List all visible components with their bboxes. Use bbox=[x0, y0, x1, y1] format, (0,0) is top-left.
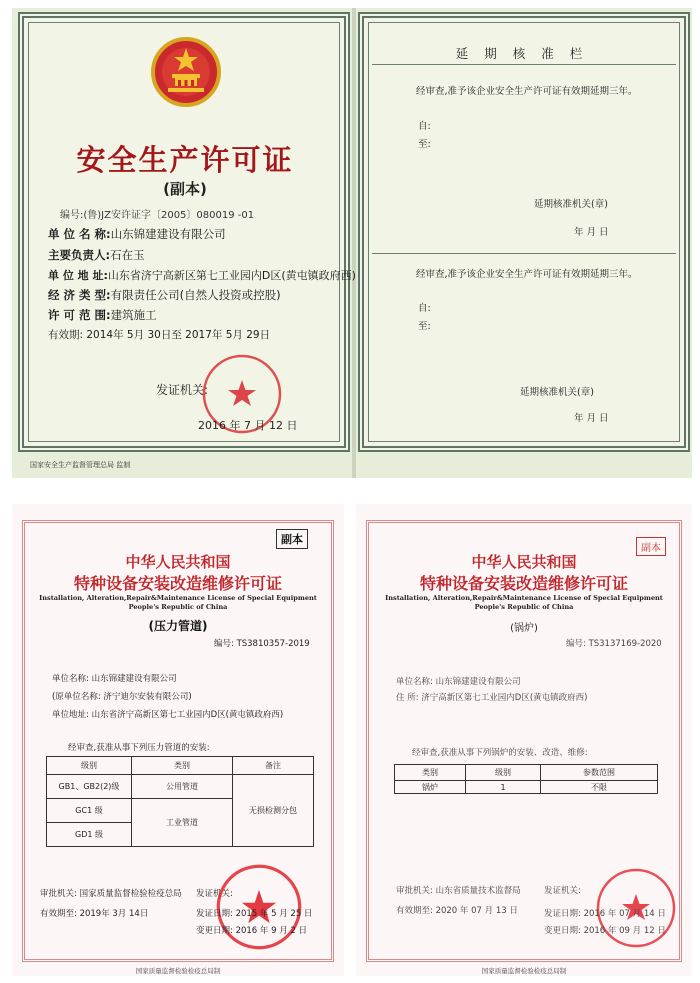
boiler-validity: 有效期至: 2020 年 07 月 13 日 bbox=[396, 906, 518, 916]
extension-text-1: 经审查,准予该企业安全生产许可证有效期延期三年。 bbox=[416, 86, 638, 97]
pipeline-title-main: 特种设备安装改造维修许可证 bbox=[73, 574, 282, 593]
boiler-copy-badge: 副本 bbox=[636, 537, 666, 556]
field-address: 单 位 地 址:山东省济宁高新区第七工业园内D区(黄屯镇政府西) bbox=[48, 269, 356, 282]
pipeline-title-en-2: People's Republic of China bbox=[128, 603, 228, 611]
extension-text-2: 经审查,准予该企业安全生产许可证有效期延期三年。 bbox=[416, 269, 638, 280]
pipeline-address: 单位地址: 山东省济宁高新区第七工业园内D区(黄屯镇政府西) bbox=[52, 710, 284, 720]
boiler-scope-table bbox=[394, 764, 658, 794]
extension-authority-2: 延期核准机关(章) bbox=[520, 387, 594, 398]
boiler-statement: 经审查,获准从事下列锅炉的安装、改造、维修: bbox=[412, 748, 588, 758]
table-header-level: 级别 bbox=[47, 757, 132, 775]
pipeline-title-country: 中华人民共和国 bbox=[125, 553, 231, 571]
pipeline-scope-table bbox=[46, 756, 314, 847]
pipeline-issue-date: 发证日期: 2015 年 5 月 25 日 bbox=[196, 909, 313, 919]
pipeline-copy-badge: 副本 bbox=[276, 529, 308, 549]
license-subtitle: (副本) bbox=[163, 180, 207, 198]
pipeline-footer: 国家质量监督检验检疫总局制 bbox=[135, 967, 221, 975]
pipeline-unit-name: 单位名称: 山东锦建建设有限公司 bbox=[52, 674, 177, 684]
table-header-type: 类别 bbox=[395, 765, 466, 781]
extension-divider bbox=[372, 253, 676, 254]
extension-date-2: 年 月 日 bbox=[574, 413, 609, 424]
field-validity: 有效期: 2014年 5月 30日至 2017年 5月 29日 bbox=[48, 329, 271, 341]
boiler-title-country: 中华人民共和国 bbox=[471, 553, 577, 571]
table-row: GD1 级 bbox=[47, 823, 314, 847]
boiler-category: (锅炉) bbox=[510, 623, 538, 634]
extension-date-1: 年 月 日 bbox=[574, 227, 609, 238]
table-remark-cell: 无损检测分包 bbox=[233, 775, 314, 847]
extension-title-divider bbox=[372, 64, 676, 65]
extension-to-1: 至: bbox=[418, 139, 431, 150]
pipeline-approver: 审批机关: 国家质量监督检验检疫总局 bbox=[40, 889, 182, 899]
license-footer: 国家安全生产监督管理总局 监制 bbox=[30, 461, 131, 469]
boiler-title-main: 特种设备安装改造维修许可证 bbox=[419, 574, 628, 593]
pipeline-title-en-1: Installation, Alteration,Repair&Maintenance License of Special Equipment bbox=[39, 594, 317, 602]
boiler-address: 住 所: 济宁高新区第七工业园内D区(黄屯镇政府西) bbox=[396, 693, 588, 703]
pipeline-validity: 有效期至: 2019年 3月 14日 bbox=[40, 909, 149, 919]
boiler-approver: 审批机关: 山东省质量技术监督局 bbox=[396, 886, 521, 896]
extension-from-2: 自: bbox=[418, 303, 431, 314]
table-header-range: 参数范围 bbox=[541, 765, 658, 781]
table-row: GC1 级 工业管道 bbox=[47, 799, 314, 823]
field-scope: 许 可 范 围:建筑施工 bbox=[48, 308, 157, 322]
license-cert-number: 编号:(鲁)JZ安许证字〔2005〕080019 -01 bbox=[60, 210, 255, 221]
license-title: 安全生产许可证 bbox=[76, 143, 294, 177]
pipeline-statement: 经审查,获准从事下列压力管道的安装: bbox=[68, 743, 210, 753]
boiler-cert-number: 编号: TS3137169-2020 bbox=[566, 639, 662, 649]
pipeline-issuer-label: 发证机关: bbox=[196, 889, 233, 899]
boiler-title-en-1: Installation, Alteration,Repair&Maintenance License of Special Equipment bbox=[385, 594, 663, 602]
field-unit-name: 单 位 名 称:山东锦建建设有限公司 bbox=[48, 227, 226, 241]
pipeline-cert-number: 编号: TS3810357-2019 bbox=[214, 639, 310, 649]
table-header-remark: 备注 bbox=[233, 757, 314, 775]
boiler-issuer-label: 发证机关: bbox=[544, 886, 581, 896]
boiler-unit-name: 单位名称: 山东锦建建设有限公司 bbox=[396, 677, 521, 687]
extension-from-1: 自: bbox=[418, 121, 431, 132]
boiler-change-date: 变更日期: 2016 年 09 月 12 日 bbox=[544, 926, 666, 936]
boiler-title-en-2: People's Republic of China bbox=[474, 603, 574, 611]
national-emblem-icon bbox=[150, 36, 222, 108]
issuer-label: 发证机关: bbox=[156, 383, 209, 397]
boiler-footer: 国家质量监督检验检疫总局制 bbox=[481, 967, 567, 975]
spread-fold bbox=[352, 8, 356, 478]
table-header-type: 类别 bbox=[132, 757, 233, 775]
issue-date: 2016 年 7 月 12 日 bbox=[198, 419, 298, 432]
extension-authority-1: 延期核准机关(章) bbox=[534, 199, 608, 210]
extension-to-2: 至: bbox=[418, 321, 431, 332]
field-principal: 主要负责人:石在玉 bbox=[48, 248, 145, 262]
pipeline-category: (压力管道) bbox=[148, 619, 208, 633]
pipeline-former-name: (原单位名称: 济宁迪尔安装有限公司) bbox=[52, 692, 192, 702]
table-row: 锅炉 1 不限 bbox=[395, 781, 658, 794]
table-header-level: 级别 bbox=[466, 765, 541, 781]
pipeline-change-date: 变更日期: 2016 年 9 月 2 日 bbox=[196, 926, 308, 936]
field-economic-type: 经 济 类 型:有限责任公司(自然人投资或控股) bbox=[48, 288, 281, 302]
table-row: GB1、GB2(2)级 公用管道 无损检测分包 bbox=[47, 775, 314, 799]
extension-title: 延 期 核 准 栏 bbox=[455, 46, 589, 61]
boiler-issue-date: 发证日期: 2016 年 07 月 14 日 bbox=[544, 909, 666, 919]
